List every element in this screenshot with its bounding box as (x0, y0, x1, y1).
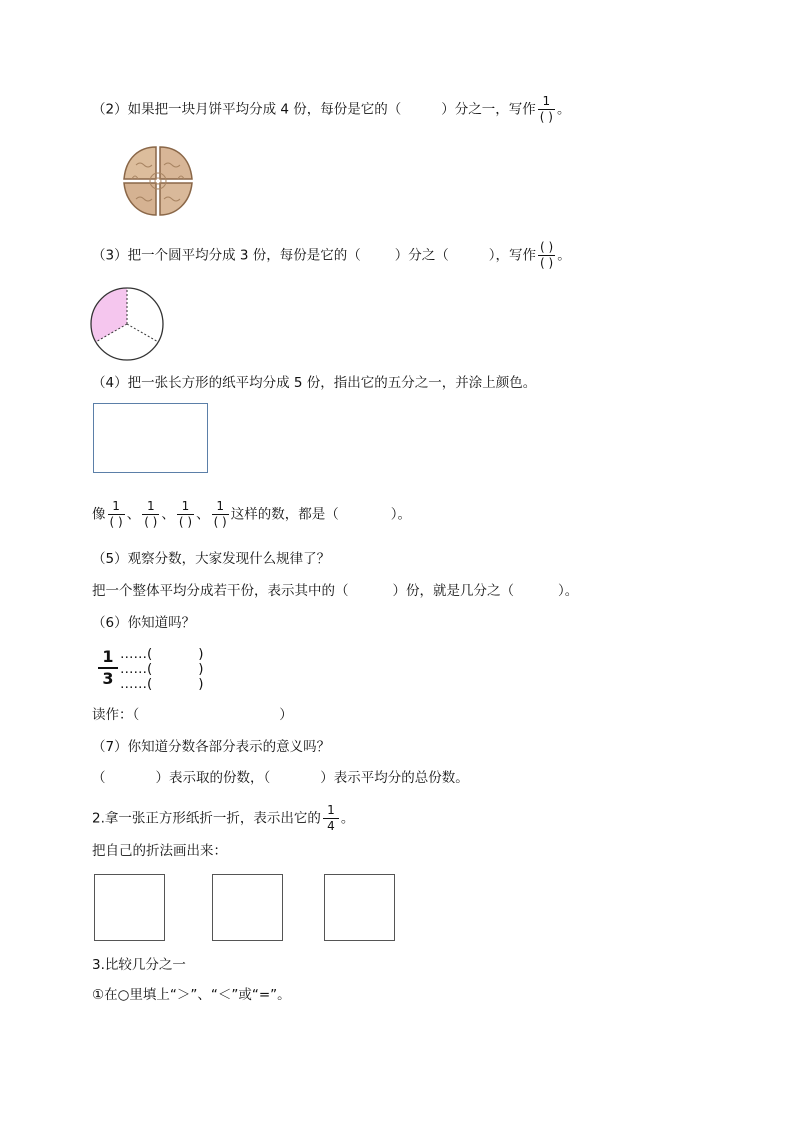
task2-text-before: 2.拿一张正方形纸折一折，表示出它的 (92, 810, 321, 827)
q6-row-2 (120, 662, 204, 677)
q2-frac-num: 1 (542, 94, 551, 108)
big-fraction (98, 648, 118, 688)
task2-instruction: 把自己的折法画出来： (92, 843, 227, 859)
q5-text-a: 把一个整体平均分成若干份，表示其中的（ (92, 583, 349, 599)
drawing-square-2[interactable] (212, 874, 283, 941)
q4-line: （4）把一张长方形的纸平均分成 5 份，指出它的五分之一，并涂上颜色。 (92, 375, 537, 391)
like-sep-3: 、 (196, 506, 210, 523)
q6-open-3: ( (147, 676, 153, 692)
q6-read-close: ） (279, 707, 293, 723)
like-frac-2-den[interactable]: ( ) (144, 515, 158, 529)
q6-title: （6）你知道吗？ (92, 615, 196, 631)
q2-line (92, 95, 570, 124)
q7-text-b: ）表示取的份数，（ (155, 770, 271, 786)
q6-close-2: ) (198, 661, 204, 677)
like-line (92, 500, 411, 529)
like-text-a: 这样的数，都是（ (230, 506, 339, 523)
q5-line (92, 582, 578, 600)
q3-text-c: ），写作 (488, 247, 537, 264)
like-fraction-1 (108, 500, 125, 529)
drawing-square-1[interactable] (94, 874, 165, 941)
q7-title: （7）你知道分数各部分表示的意义吗？ (92, 739, 331, 755)
q6-row-3 (120, 677, 204, 692)
task2-frac-num: 1 (327, 803, 335, 817)
q5-text-b: ）份，就是几分之（ (392, 583, 514, 599)
q6-row-1 (120, 647, 204, 662)
q3-line (92, 241, 571, 270)
like-frac-4-num: 1 (216, 499, 224, 513)
q5-title: （5）观察分数，大家发现什么规律了？ (92, 551, 331, 567)
q3-frac-num[interactable]: ( ) (540, 240, 554, 254)
q2-text-end: 。 (556, 101, 571, 118)
q3-text-a: （3）把一个圆平均分成 3 份，每份是它的（ (92, 247, 361, 264)
like-frac-1-num: 1 (112, 499, 120, 513)
q2-fraction (538, 95, 555, 124)
q3-text-end: 。 (557, 247, 571, 264)
like-frac-3-den[interactable]: ( ) (178, 515, 193, 529)
task3-title: 3.比较几分之一 (92, 957, 186, 973)
drawing-square-3[interactable] (324, 874, 395, 941)
like-frac-2-num: 1 (146, 499, 155, 513)
q6-read-label: 读作：（ (92, 707, 140, 723)
q6-open-2: ( (147, 661, 153, 677)
q6-dots-2: …… (120, 661, 147, 677)
q7-text-c: ）表示平均分的总份数。 (320, 770, 469, 786)
q6-dots-3: …… (120, 676, 147, 692)
q2-frac-den[interactable]: ( ) (539, 110, 553, 124)
like-fraction-2 (142, 500, 159, 529)
big-fraction-num: 1 (102, 647, 114, 666)
task2-line (92, 804, 354, 833)
like-text-b: ）。 (390, 506, 411, 523)
task3-instruction: ①在○里填上“＞”、“＜”或“=”。 (92, 987, 291, 1003)
like-fraction-4 (212, 500, 229, 529)
like-frac-1-den[interactable]: ( ) (109, 515, 123, 529)
rectangle-paper[interactable] (93, 403, 208, 473)
task2-text-end: 。 (340, 810, 355, 827)
like-frac-3-num: 1 (181, 499, 190, 513)
q3-frac-den[interactable]: ( ) (540, 256, 554, 270)
q6-close-3: ) (198, 676, 204, 692)
q6-dots-1: …… (120, 646, 147, 662)
q6-read-line (92, 706, 293, 724)
like-sep-1: 、 (126, 506, 141, 523)
q7-line (92, 769, 469, 787)
q2-text-before: （2）如果把一块月饼平均分成 4 份，每份是它的（ (92, 101, 402, 118)
like-frac-4-den[interactable]: ( ) (213, 515, 227, 529)
circle-thirds (89, 285, 167, 365)
big-fraction-den: 3 (102, 669, 114, 688)
q6-open-1: ( (147, 646, 153, 662)
q7-text-a: （ (92, 770, 106, 786)
like-fraction-3 (177, 500, 194, 529)
q3-text-b: ）分之（ (394, 247, 449, 264)
q6-close-1: ) (198, 646, 204, 662)
q5-text-c: ）。 (558, 583, 579, 599)
q3-fraction (538, 241, 555, 270)
task2-frac-den: 4 (327, 819, 335, 833)
like-sep-2: 、 (161, 506, 175, 523)
mooncake-image (120, 143, 196, 219)
q2-text-mid: ）分之一，写作 (441, 101, 536, 118)
like-prefix: 像 (92, 506, 106, 523)
task2-fraction (323, 804, 339, 833)
